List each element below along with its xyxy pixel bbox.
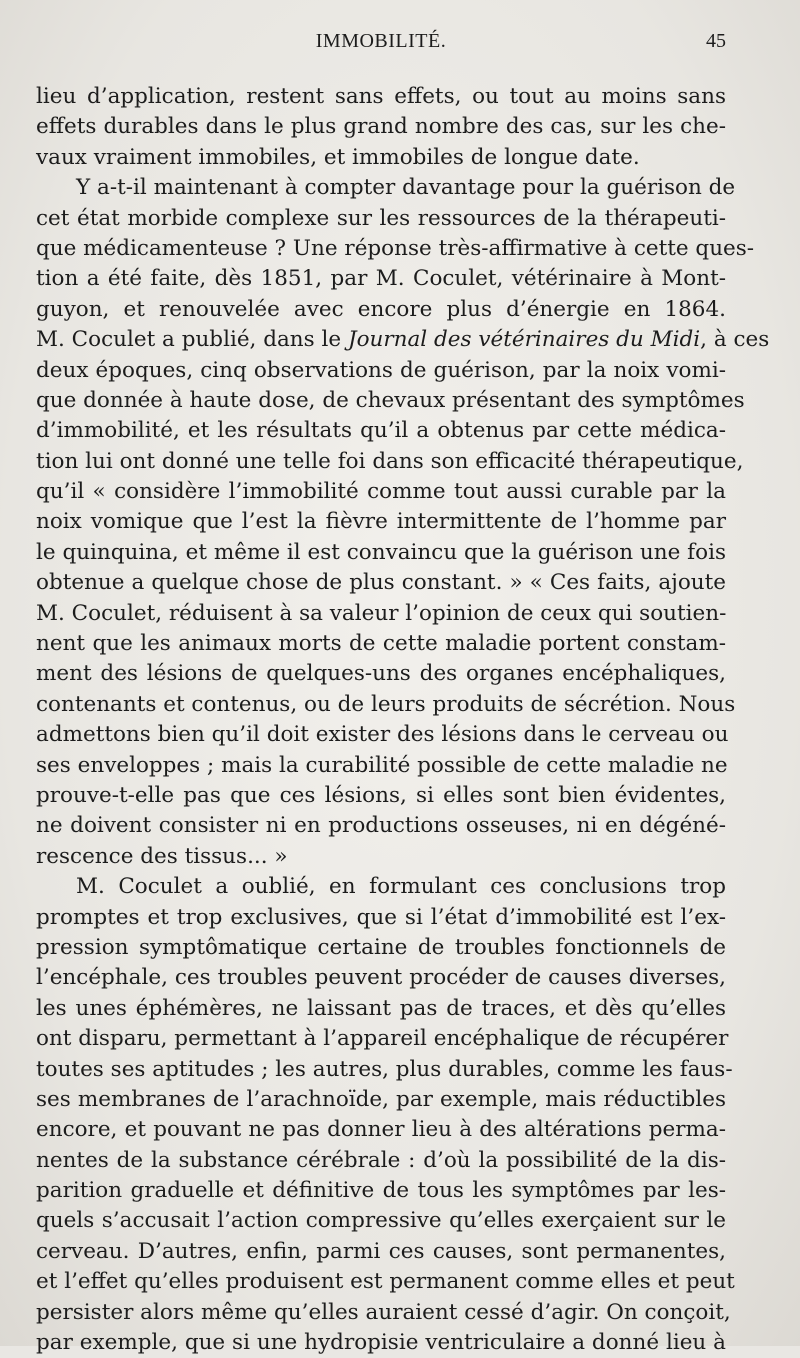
text-line: admettons bien qu’il doit exister des lésions dans le cerveau ou xyxy=(36,722,729,748)
text-line: qu’il « considère l’immobilité comme tout aussi curable par la xyxy=(36,479,726,505)
text-line: toutes ses aptitudes ; les autres, plus durables, comme les faus- xyxy=(36,1056,733,1082)
text-line: tion lui ont donné une telle foi dans son efficacité thérapeutique, xyxy=(36,448,744,474)
text-line: d’immobilité, et les résultats qu’il a obtenus par cette médica- xyxy=(36,418,726,444)
text-line: et l’effet qu’elles produisent est permanent comme elles et peut xyxy=(36,1269,735,1295)
text-line: guyon, et renouvelée avec encore plus d’énergie en 1864. xyxy=(36,296,726,322)
text-line: l’encéphale, ces troubles peuvent procéder de causes diverses, xyxy=(36,965,726,991)
page-header xyxy=(36,30,726,62)
running-head: IMMOBILITÉ. xyxy=(315,30,447,52)
text-line: ses membranes de l’arachnoïde, par exemple, mais réductibles xyxy=(36,1086,726,1112)
text-line: promptes et trop exclusives, que si l’état d’immobilité est l’ex- xyxy=(36,904,726,930)
text-line: le quinquina, et même il est convaincu que la guérison une fois xyxy=(36,539,726,565)
text-line: parition graduelle et définitive de tous les symptômes par les- xyxy=(36,1178,726,1204)
text-line-with-journal-title xyxy=(36,325,770,355)
text-line: ont disparu, permettant à l’appareil encéphalique de récupérer xyxy=(36,1026,729,1052)
text-line: quels s’accusait l’action compressive qu’elles exerçaient sur le xyxy=(36,1208,726,1234)
text-line: vaux vraiment immobiles, et immobiles de longue date. xyxy=(36,144,640,170)
paragraph-start-line: Y a-t-il maintenant à compter davantage pour la guérison de xyxy=(76,175,736,201)
text-line: contenants et contenus, ou de leurs produits de sécrétion. Nous xyxy=(36,691,736,717)
text-line: ne doivent consister ni en productions osseuses, ni en dégéné- xyxy=(36,813,726,839)
text-line: effets durables dans le plus grand nombre des cas, sur les che- xyxy=(36,114,726,140)
text-line: prouve-t-elle pas que ces lésions, si elles sont bien évidentes, xyxy=(36,782,726,808)
text-line: obtenue a quelque chose de plus constant. » « Ces faits, ajoute xyxy=(36,570,726,596)
text-line: pression symptômatique certaine de troubles fonctionnels de xyxy=(36,934,726,960)
journal-title: Journal des vétérinaires du Midi xyxy=(347,327,701,353)
line-text-after: , à ces xyxy=(700,327,770,353)
text-line: deux époques, cinq observations de guérison, par la noix vomi- xyxy=(36,357,726,383)
text-line: par exemple, que si une hydropisie ventriculaire a donné lieu à xyxy=(36,1330,726,1356)
text-line: persister alors même qu’elles auraient cessé d’agir. On conçoit, xyxy=(36,1299,731,1325)
text-line: lieu d’application, restent sans effets, ou tout au moins sans xyxy=(36,84,726,109)
text-line: cerveau. D’autres, enfin, parmi ces causes, sont permanentes, xyxy=(36,1238,726,1264)
text-line: nent que les animaux morts de cette maladie portent constam- xyxy=(36,631,726,657)
line-text-before: M. Coculet a publié, dans le xyxy=(36,327,348,353)
text-line: nentes de la substance cérébrale : d’où la possibilité de la dis- xyxy=(36,1147,726,1173)
text-line: ment des lésions de quelques-uns des organes encéphaliques, xyxy=(36,661,726,687)
body-text xyxy=(36,82,770,1358)
text-line: tion a été faite, dès 1851, par M. Coculet, vétérinaire à Mont- xyxy=(36,266,726,292)
text-line: cet état morbide complexe sur les ressources de la thérapeuti- xyxy=(36,205,726,231)
text-line: rescence des tissus... » xyxy=(36,843,288,869)
text-line: que donnée à haute dose, de chevaux présentant des symptômes xyxy=(36,387,745,413)
text-line: les unes éphémères, ne laissant pas de traces, et dès qu’elles xyxy=(36,995,726,1021)
text-line: noix vomique que l’est la fièvre intermittente de l’homme par xyxy=(36,509,726,535)
text-line: ses enveloppes ; mais la curabilité possible de cette maladie ne xyxy=(36,752,728,778)
text-line: que médicamenteuse ? Une réponse très-affirmative à cette ques- xyxy=(36,235,755,261)
paragraph-start-line: M. Coculet a oublié, en formulant ces conclusions trop xyxy=(76,874,726,900)
page-number: 45 xyxy=(706,30,726,52)
text-line: encore, et pouvant ne pas donner lieu à des altérations perma- xyxy=(36,1117,726,1143)
text-line: M. Coculet, réduisent à sa valeur l’opinion de ceux qui soutien- xyxy=(36,600,727,626)
